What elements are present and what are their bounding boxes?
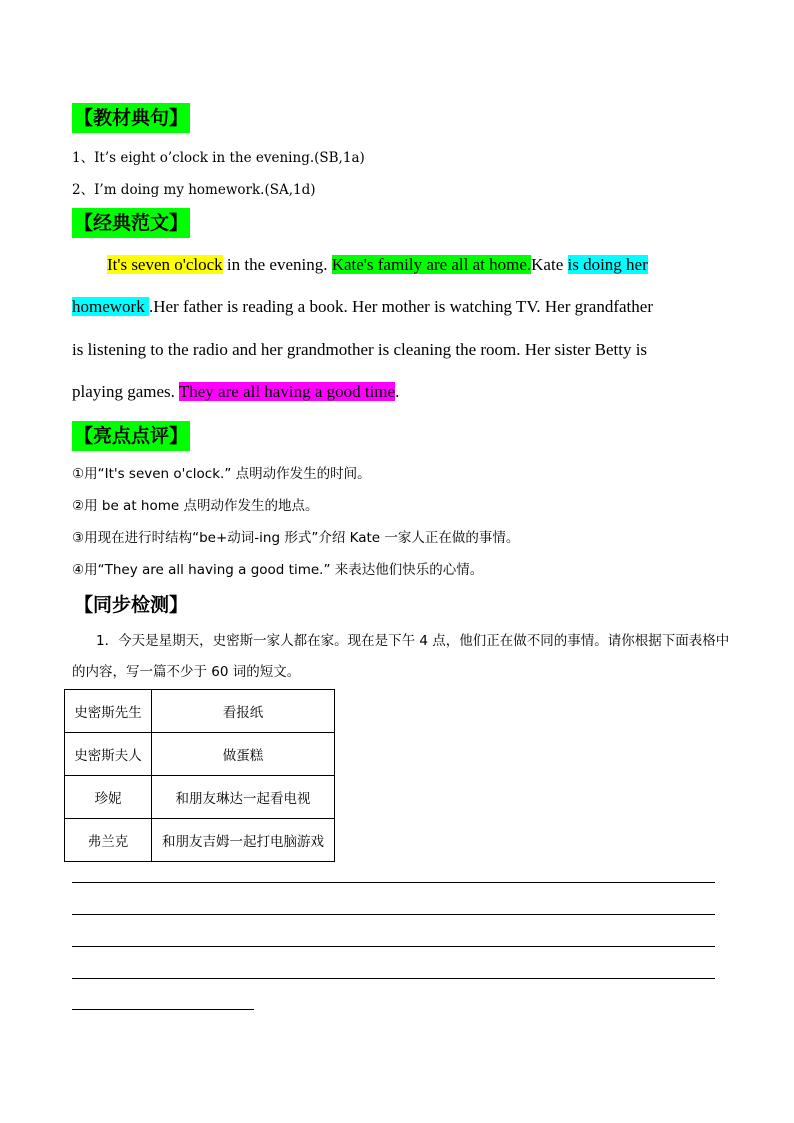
comment-4: ④用“They are all having a good time.” 来表达他们快乐的心情。 (72, 562, 484, 578)
table-cell-person: 珍妮 (65, 776, 152, 819)
table-cell-activity: 做蛋糕 (152, 733, 335, 776)
table-row (65, 776, 335, 819)
table-row (65, 819, 335, 862)
comment-2: ②用 be at home 点明动作发生的地点。 (72, 498, 319, 514)
table-cell-person: 史密斯先生 (65, 690, 152, 733)
task-instruction: 1．今天是星期天，史密斯一家人都在家。现在是下午 4 点，他们正在做不同的事情。请你根据下面表格中的内容，写一篇不少于 60 词的短文。 (72, 633, 730, 680)
answer-line[interactable] (72, 914, 715, 915)
sentence-2: 2、I’m doing my homework.(SA,1d) (72, 182, 316, 198)
section-header-textbook: 【教材典句】 (72, 103, 190, 133)
highlight-action: homework (72, 297, 149, 316)
section-header-highlights: 【亮点点评】 (72, 421, 190, 451)
essay-line-3: is listening to the radio and her grandmother is cleaning the room. Her sister Betty is (72, 340, 648, 359)
answer-line[interactable] (72, 1009, 254, 1010)
table-cell-person: 弗兰克 (65, 819, 152, 862)
essay-text: Kate (531, 255, 568, 274)
table-cell-activity: 看报纸 (152, 690, 335, 733)
essay-text: . (395, 382, 400, 401)
table-cell-person: 史密斯夫人 (65, 733, 152, 776)
section-header-model: 【经典范文】 (72, 208, 190, 238)
highlight-feeling: They are all having a good time (178, 382, 396, 401)
essay-line-1 (107, 254, 648, 276)
highlight-action: is doing her (567, 255, 648, 274)
answer-line[interactable] (72, 882, 715, 883)
answer-line[interactable] (72, 946, 715, 947)
info-table (64, 689, 335, 862)
table-cell-activity: 和朋友吉姆一起打电脑游戏 (152, 819, 335, 862)
comment-1: ①用“It's seven o'clock.” 点明动作发生的时间。 (72, 466, 371, 482)
essay-text: playing games. (72, 382, 179, 401)
highlight-place: Kate's family are all at home. (331, 255, 532, 274)
essay-text: in the evening. (222, 255, 332, 274)
table-cell-activity: 和朋友琳达一起看电视 (152, 776, 335, 819)
comment-3: ③用现在进行时结构“be+动词-ing 形式”介绍 Kate 一家人正在做的事情。 (72, 530, 520, 546)
essay-line-2 (72, 296, 653, 318)
table-row (65, 690, 335, 733)
sentence-1: 1、It’s eight o’clock in the evening.(SB,1a) (72, 150, 365, 166)
essay-line-4 (72, 381, 399, 403)
section-header-practice: 【同步检测】 (74, 594, 189, 616)
answer-line[interactable] (72, 978, 715, 979)
highlight-time: It's seven o'clock (107, 255, 223, 274)
essay-text: .Her father is reading a book. Her mother is watching TV. Her grandfather (148, 297, 653, 316)
table-row (65, 733, 335, 776)
